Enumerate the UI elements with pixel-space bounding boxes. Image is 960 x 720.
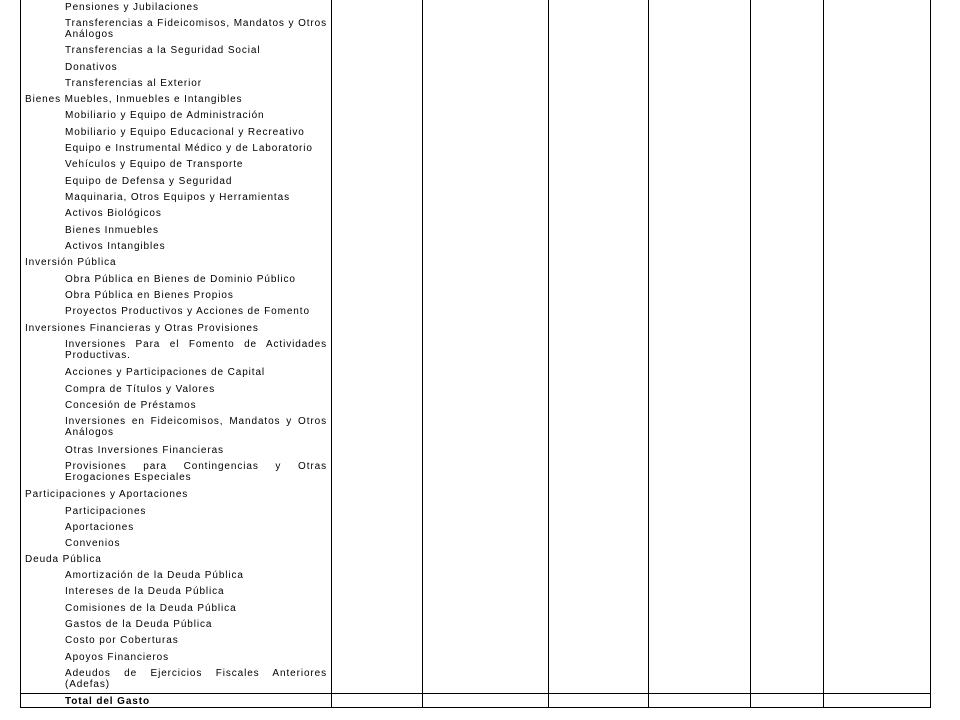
table-row-label: Transferencias al Exterior (65, 78, 202, 89)
table-row-label: Equipo de Defensa y Seguridad (65, 176, 233, 187)
table-row-label: Gastos de la Deuda Pública (65, 619, 213, 630)
table-row-heading: Deuda Pública (25, 554, 102, 565)
table-row-label: Intereses de la Deuda Pública (65, 586, 225, 597)
table-row-label: Vehículos y Equipo de Transporte (65, 159, 244, 170)
table-row-label: Adeudos de Ejercicios Fiscales Anteriores (Adefas) (65, 668, 327, 690)
table-row-label: Pensiones y Jubilaciones (65, 2, 199, 13)
table-row-label: Maquinaria, Otros Equipos y Herramientas (65, 192, 290, 203)
table-row-label: Convenios (65, 538, 121, 549)
table-row-label: Compra de Títulos y Valores (65, 384, 216, 395)
column-divider (422, 0, 423, 708)
table-row-label: Participaciones (65, 506, 147, 517)
table-row-label: Equipo e Instrumental Médico y de Laboratorio (65, 143, 313, 154)
total-row-label: Total del Gasto (65, 696, 150, 707)
budget-table (20, 0, 931, 708)
table-row-label: Proyectos Productivos y Acciones de Fomento (65, 306, 310, 317)
table-row-label: Costo por Coberturas (65, 635, 179, 646)
column-divider (823, 0, 824, 708)
table-row-heading: Bienes Muebles, Inmuebles e Intangibles (25, 94, 243, 105)
table-row-label: Mobiliario y Equipo de Administración (65, 110, 265, 121)
table-row-heading: Inversiones Financieras y Otras Provisiones (25, 323, 259, 334)
column-divider (548, 0, 549, 708)
table-row-label: Comisiones de la Deuda Pública (65, 603, 237, 614)
table-row-label: Apoyos Financieros (65, 652, 170, 663)
table-row-label: Otras Inversiones Financieras (65, 445, 224, 456)
table-row-label: Transferencias a Fideicomisos, Mandatos y Otros Análogos (65, 18, 328, 40)
table-row-label: Inversiones en Fideicomisos, Mandatos y Otros Análogos (65, 416, 327, 438)
table-row-label: Provisiones para Contingencias y Otras Erogaciones Especiales (65, 461, 327, 483)
table-row-label: Obra Pública en Bienes Propios (65, 290, 234, 301)
table-row-label: Concesión de Préstamos (65, 400, 197, 411)
table-row-label: Amortización de la Deuda Pública (65, 570, 244, 581)
table-row-heading: Participaciones y Aportaciones (25, 489, 189, 500)
table-row-label: Mobiliario y Equipo Educacional y Recreativo (65, 127, 305, 138)
total-separator (20, 693, 931, 694)
table-row-label: Aportaciones (65, 522, 135, 533)
table-row-label: Acciones y Participaciones de Capital (65, 367, 266, 378)
table-row-label: Obra Pública en Bienes de Dominio Público (65, 274, 296, 285)
table-row-label: Inversiones Para el Fomento de Actividades Productivas. (65, 339, 327, 361)
table-row-label: Bienes Inmuebles (65, 225, 159, 236)
column-divider (331, 0, 332, 708)
column-divider (648, 0, 649, 708)
table-row-label: Donativos (65, 62, 118, 73)
table-row-label: Activos Biológicos (65, 208, 162, 219)
column-divider (750, 0, 751, 708)
table-row-label: Transferencias a la Seguridad Social (65, 45, 261, 56)
table-row-heading: Inversión Pública (25, 257, 117, 268)
table-row-label: Activos Intangibles (65, 241, 166, 252)
